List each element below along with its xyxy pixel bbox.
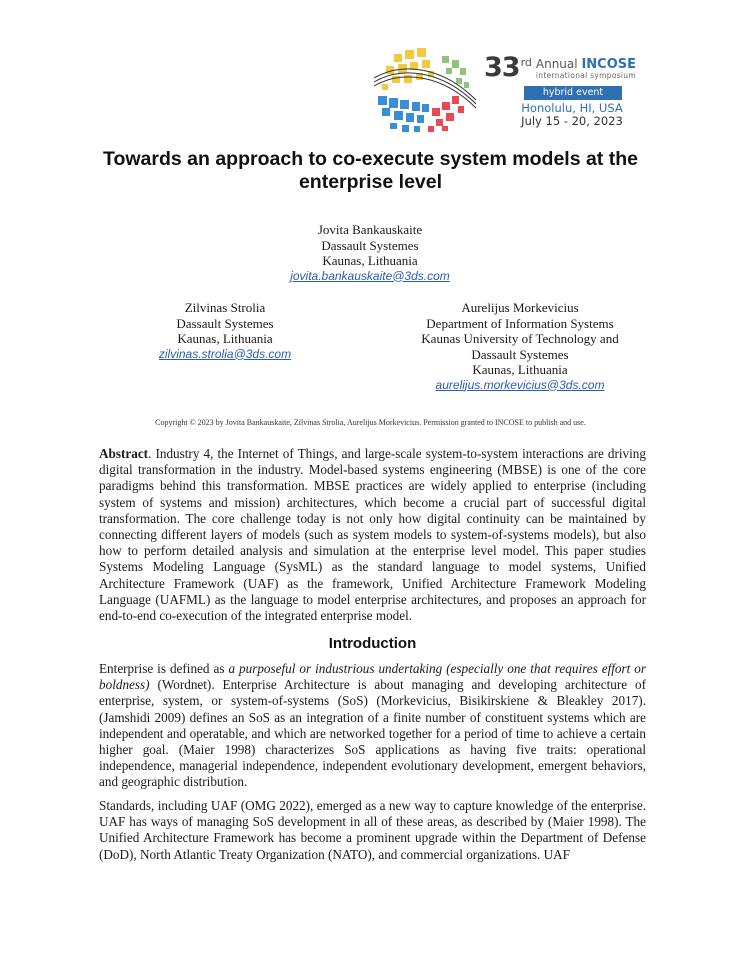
section-heading-introduction: Introduction <box>328 635 417 652</box>
author-affiliation: Department of Information Systems <box>426 315 614 331</box>
introduction-paragraph-1 <box>99 661 646 791</box>
author-name: Jovita Bankauskaite <box>317 222 423 237</box>
author-block <box>125 300 325 362</box>
author-location: Kaunas, Lithuania <box>472 362 568 377</box>
author-affiliation: Dassault Systemes <box>176 315 274 331</box>
edition-suffix: rd <box>520 56 532 69</box>
copyright-notice: Copyright © 2023 by Jovita Bankauskaite, Zilvinas Strolia, Aurelijus Morkevicius. Permission granted to INCOSE to publish and use. <box>155 418 586 427</box>
author-name: Zilvinas Strolia <box>184 300 266 315</box>
event-dates: July 15 - 20, 2023 <box>521 114 623 128</box>
abstract-paragraph <box>99 446 646 624</box>
author-email-link[interactable]: zilvinas.strolia@3ds.com <box>158 346 292 361</box>
abstract-label: Abstract <box>99 446 149 461</box>
globe-logo-icon <box>372 44 484 140</box>
annual-label: Annual <box>535 57 578 71</box>
paragraph-text: (Wordnet). Enterprise Architecture is about managing and developing architecture of enterprise, system, or system-of-systems (SoS) (Morkevicius, Bisikirskiene & Bleakley 2017). (Jamshidi 2009) defines an SoS as an integration of a finite number of constituent systems which are independent and operatable, and which are networked together for a period of time to achieve a certain higher goal. (Maier 1998) characterizes SoS applications as having five traits: operational independence, managerial independence, independent evolutionary development, emergent behaviors, and geographic distribution. <box>99 677 646 790</box>
symposium-label: international symposium <box>535 71 636 80</box>
definition-quote: a purposeful or industrious undertaking (especially one that requires effort or boldness) <box>99 661 646 693</box>
author-affiliation: Dassault Systemes <box>321 237 419 253</box>
author-location: Kaunas, Lithuania <box>177 331 273 346</box>
author-affiliation: Kaunas University of Technology and <box>421 331 619 346</box>
abstract-text: . Industry 4, the Internet of Things, and large-scale system-to-system interactions are driving digital transformation in the industry. Model-based systems engineering (MBSE) is one of the core paradigms behind this transformation. MBSE practices are widely applied to enterprise (including system of systems and mission) architectures, which become a crucial part of successful digital transformation. The core challenge today is not only how digital continuity can be maintained by connecting different layers of models (such as system models to system-of-systems models), but also how to perform detailed analysis and simulation at the enterprise level model. This paper studies Systems Modeling Language (SysML) as the standard language to model systems, Unified Architecture Framework (UAF) as the framework, Unified Architecture Framework Modeling Language (UAFML) as the language to model enterprise architectures, and proposes an approach for end-to-end co-execution of the integrated enterprise model. <box>99 446 646 624</box>
paper-title: Towards an approach to co-execute system models at the enterprise level <box>103 148 638 193</box>
conference-logo-text <box>484 52 644 128</box>
author-email-link[interactable]: jovita.bankauskaite@3ds.com <box>290 268 450 283</box>
event-location: Honolulu, HI, USA <box>521 101 623 115</box>
edition-number: 33 <box>484 52 520 83</box>
incose-label: INCOSE <box>581 57 636 72</box>
author-location: Kaunas, Lithuania <box>322 253 418 268</box>
paragraph-text: Enterprise is defined as <box>99 661 229 676</box>
author-block <box>220 222 520 284</box>
introduction-paragraph-2: Standards, including UAF (OMG 2022), emerged as a new way to capture knowledge of the enterprise. UAF has ways of managing SoS development in all of these areas, as described by (Maier 1998). The Unified Architecture Framework has become a prominent upgrade within the Department of Defense (DoD), North Atlantic Treaty Organization (NATO), and commercial organizations. UAF <box>99 798 646 862</box>
hybrid-event-badge: hybrid event <box>524 86 622 100</box>
author-email-link[interactable]: aurelijus.morkevicius@3ds.com <box>435 377 605 392</box>
author-affiliation: Dassault Systemes <box>471 346 569 362</box>
author-name: Aurelijus Morkevicius <box>461 300 579 315</box>
author-block <box>390 300 650 393</box>
